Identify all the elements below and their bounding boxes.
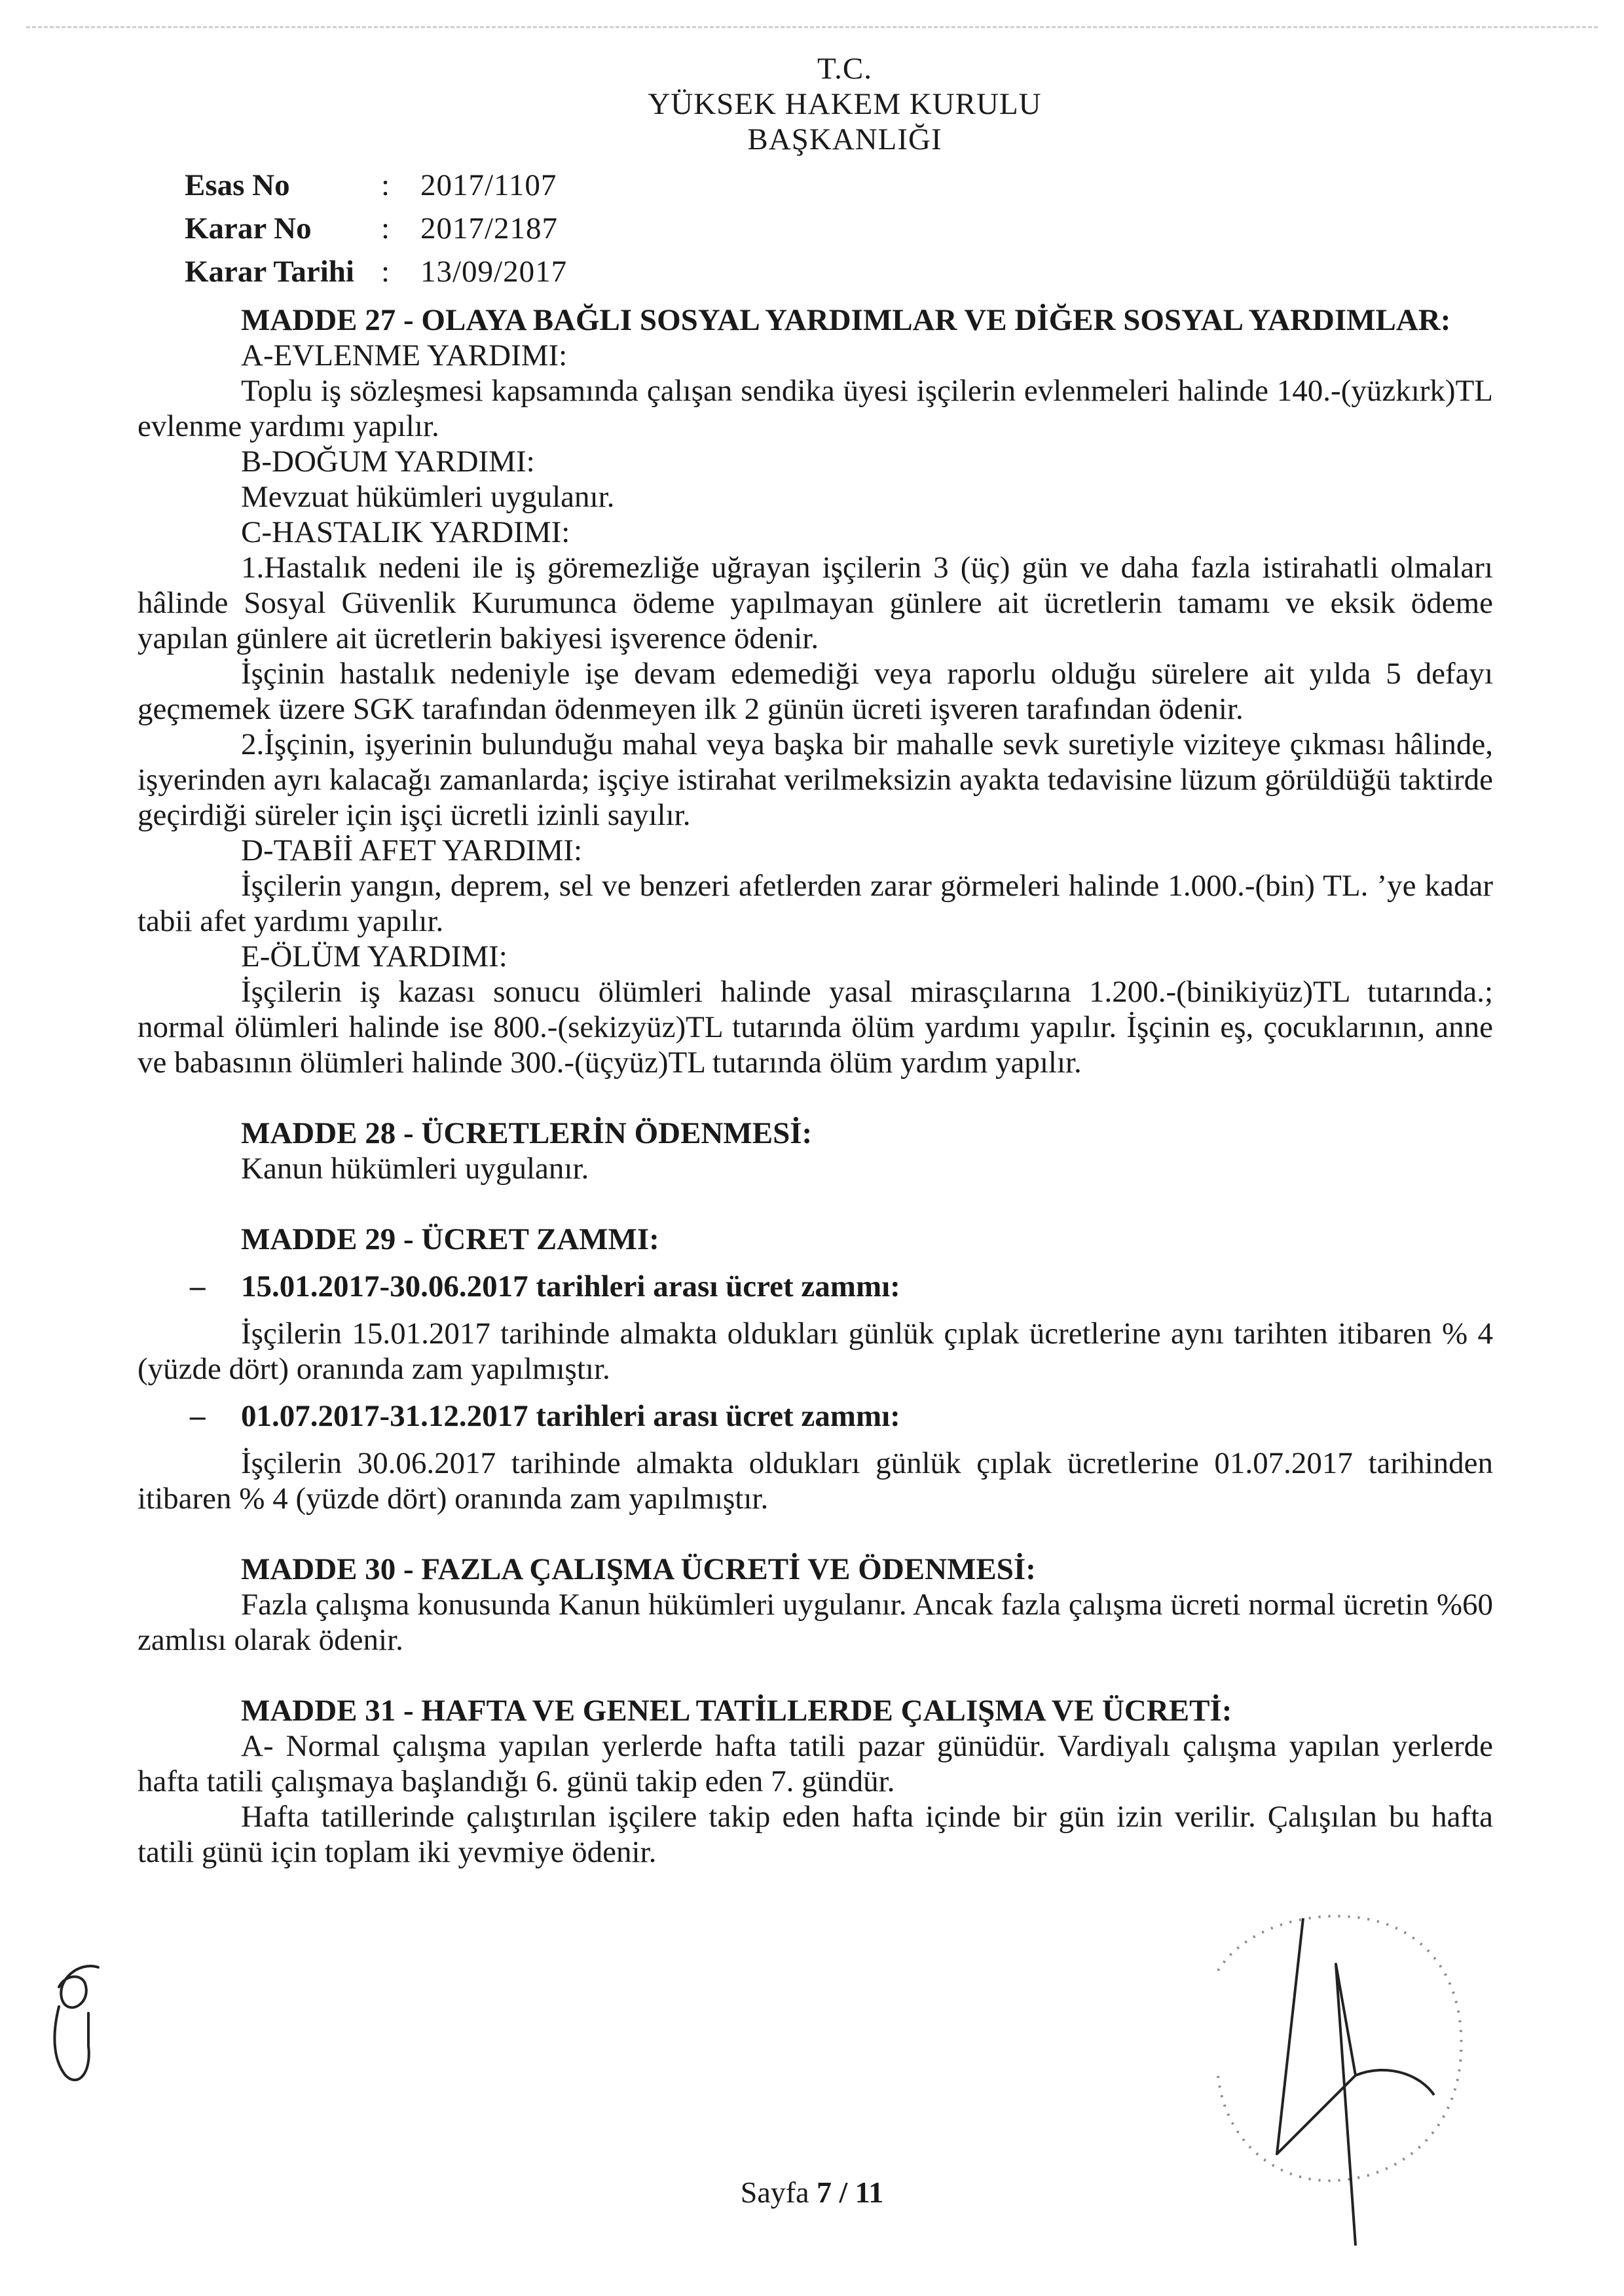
meta-row-tarih	[185, 250, 567, 293]
meta-value: 2017/1107	[420, 168, 557, 202]
madde-31-title: MADDE 31 - HAFTA VE GENEL TATİLLERDE ÇALIŞMA VE ÜCRETİ:	[241, 1694, 1232, 1728]
madde-29-item-1-text: İşçilerin 15.01.2017 tarihinde almakta oldukları günlük çıplak ücretlerine aynı tarihten itibaren % 4 (yüzde dört) oranında zam yapılmıştır.	[138, 1317, 1493, 1386]
header-office: BAŞKANLIĞI	[747, 122, 942, 156]
meta-label: Esas No	[185, 168, 290, 202]
spacer	[138, 1387, 1493, 1398]
document-body	[138, 302, 1493, 1870]
madde-27-c-text-1: 1.Hastalık nedeni ile iş göremezliğe uğrayan işçilerin 3 (üç) gün ve daha fazla istirahatli olmaları hâlinde Sosyal Güvenlik Kurumunca ödeme yapılmayan günlere ait ücretlerin tamamı ve eksik ödeme yapılan günlere ait ücretlerin bakiyesi işverence ödenir.	[138, 551, 1493, 655]
meta-value: 13/09/2017	[420, 255, 568, 289]
madde-27-b-heading: B-DOĞUM YARDIMI:	[241, 445, 535, 479]
madde-27-c-heading: C-HASTALIK YARDIMI:	[241, 515, 570, 549]
meta-colon: :	[381, 255, 390, 289]
madde-30-text: Fazla çalışma konusunda Kanun hükümleri uygulanır. Ancak fazla çalışma ücreti normal ücretin %60 zamlısı olarak ödenir.	[138, 1588, 1493, 1657]
madde-27-title: MADDE 27 - OLAYA BAĞLI SOSYAL YARDIMLAR VE DİĞER SOSYAL YARDIMLAR:	[241, 303, 1451, 337]
meta-colon: :	[381, 168, 390, 202]
madde-29-title: MADDE 29 - ÜCRET ZAMMI:	[241, 1222, 659, 1256]
meta-colon: :	[381, 211, 390, 246]
madde-29-item-1-heading	[138, 1269, 1493, 1304]
document-header	[589, 51, 1100, 157]
meta-label: Karar Tarihi	[185, 255, 354, 289]
madde-30-title: MADDE 30 - FAZLA ÇALIŞMA ÜCRETİ VE ÖDENMESİ:	[241, 1552, 1036, 1586]
madde-27-e-heading: E-ÖLÜM YARDIMI:	[241, 939, 507, 974]
page-footer	[0, 2175, 1624, 2210]
madde-27-a-heading: A-EVLENME YARDIMI:	[241, 338, 568, 373]
meta-label: Karar No	[185, 211, 312, 246]
page-number: 7 / 11	[817, 2176, 884, 2209]
case-metadata	[185, 164, 567, 293]
madde-27-c-text-2: İşçinin hastalık nedeniyle işe devam edemediği veya raporlu olduğu sürelere ait yılda 5 defayı geçmemek üzere SGK tarafından ödenmeyen ilk 2 günün ücreti işveren tarafından ödenir.	[138, 657, 1493, 726]
header-institution: YÜKSEK HAKEM KURULU	[648, 87, 1042, 121]
spacer	[138, 1304, 1493, 1316]
madde-31-text-2: Hafta tatillerinde çalıştırılan işçilere takip eden hafta içinde bir gün izin verilir. Çalışılan bu hafta tatili günü için toplam iki yevmiye ödenir.	[138, 1800, 1493, 1869]
item-heading: 15.01.2017-30.06.2017 tarihleri arası ücret zammı:	[241, 1269, 900, 1303]
meta-row-karar	[185, 207, 567, 250]
madde-27-e-text: İşçilerin iş kazası sonucu ölümleri halinde yasal mirasçılarına 1.200.-(binikiyüz)TL tutarında.; normal ölümleri halinde ise 800.-(sekizyüz)TL tutarında ölüm yardımı yapılır. İşçinin eş, çocuklarının, anne ve babasının ölümleri halinde 300.-(üçyüz)TL tutarında ölüm yardım yapılır.	[138, 975, 1493, 1080]
madde-28-text: Kanun hükümleri uygulanır.	[241, 1152, 589, 1186]
madde-27-a-text: Toplu iş sözleşmesi kapsamında çalışan sendika üyesi işçilerin evlenmeleri halinde 140.-(yüzkırk)TL evlenme yardımı yapılır.	[138, 374, 1493, 443]
madde-28-title: MADDE 28 - ÜCRETLERİN ÖDENMESİ:	[241, 1116, 813, 1150]
handwritten-mark	[39, 1954, 131, 2098]
spacer	[138, 1186, 1493, 1222]
meta-row-esas	[185, 164, 567, 207]
meta-value: 2017/2187	[420, 211, 559, 246]
dash-bullet: –	[190, 1269, 206, 1303]
spacer	[138, 1080, 1493, 1116]
page-label: Sayfa	[740, 2176, 817, 2209]
madde-27-b-text: Mevzuat hükümleri uygulanır.	[241, 480, 615, 514]
header-country: T.C.	[817, 52, 873, 86]
scan-edge-line	[26, 26, 1598, 28]
spacer	[138, 1516, 1493, 1552]
spacer	[138, 1257, 1493, 1269]
dash-bullet: –	[190, 1399, 206, 1433]
madde-29-item-2-heading	[138, 1398, 1493, 1434]
spacer	[138, 1658, 1493, 1693]
madde-29-item-2-text: İşçilerin 30.06.2017 tarihinde almakta oldukları günlük çıplak ücretlerine 01.07.2017 tarihinden itibaren % 4 (yüzde dört) oranında zam yapılmıştır.	[138, 1446, 1493, 1516]
madde-27-d-heading: D-TABİİ AFET YARDIMI:	[241, 833, 583, 867]
madde-27-d-text: İşçilerin yangın, deprem, sel ve benzeri afetlerden zarar görmeleri halinde 1.000.-(bin) TL. ’ye kadar tabii afet yardımı yapılır.	[138, 869, 1493, 938]
item-heading: 01.07.2017-31.12.2017 tarihleri arası ücret zammı:	[241, 1399, 900, 1433]
madde-31-text-1: A- Normal çalışma yapılan yerlerde hafta tatili pazar günüdür. Vardiyalı çalışma yapılan yerlerde hafta tatili çalışmaya başlandığı 6. günü takip eden 7. gündür.	[138, 1729, 1493, 1798]
madde-27-c-text-3: 2.İşçinin, işyerinin bulunduğu mahal veya başka bir mahalle sevk suretiyle viziteye çıkması hâlinde, işyerinden ayrı kalacağı zamanlarda; işçiye istirahat verilmeksizin ayakta tedavisine lüzum görüldüğü taktirde geçirdiği süreler için işçi ücretli izinli sayılır.	[138, 727, 1493, 832]
spacer	[138, 1434, 1493, 1446]
